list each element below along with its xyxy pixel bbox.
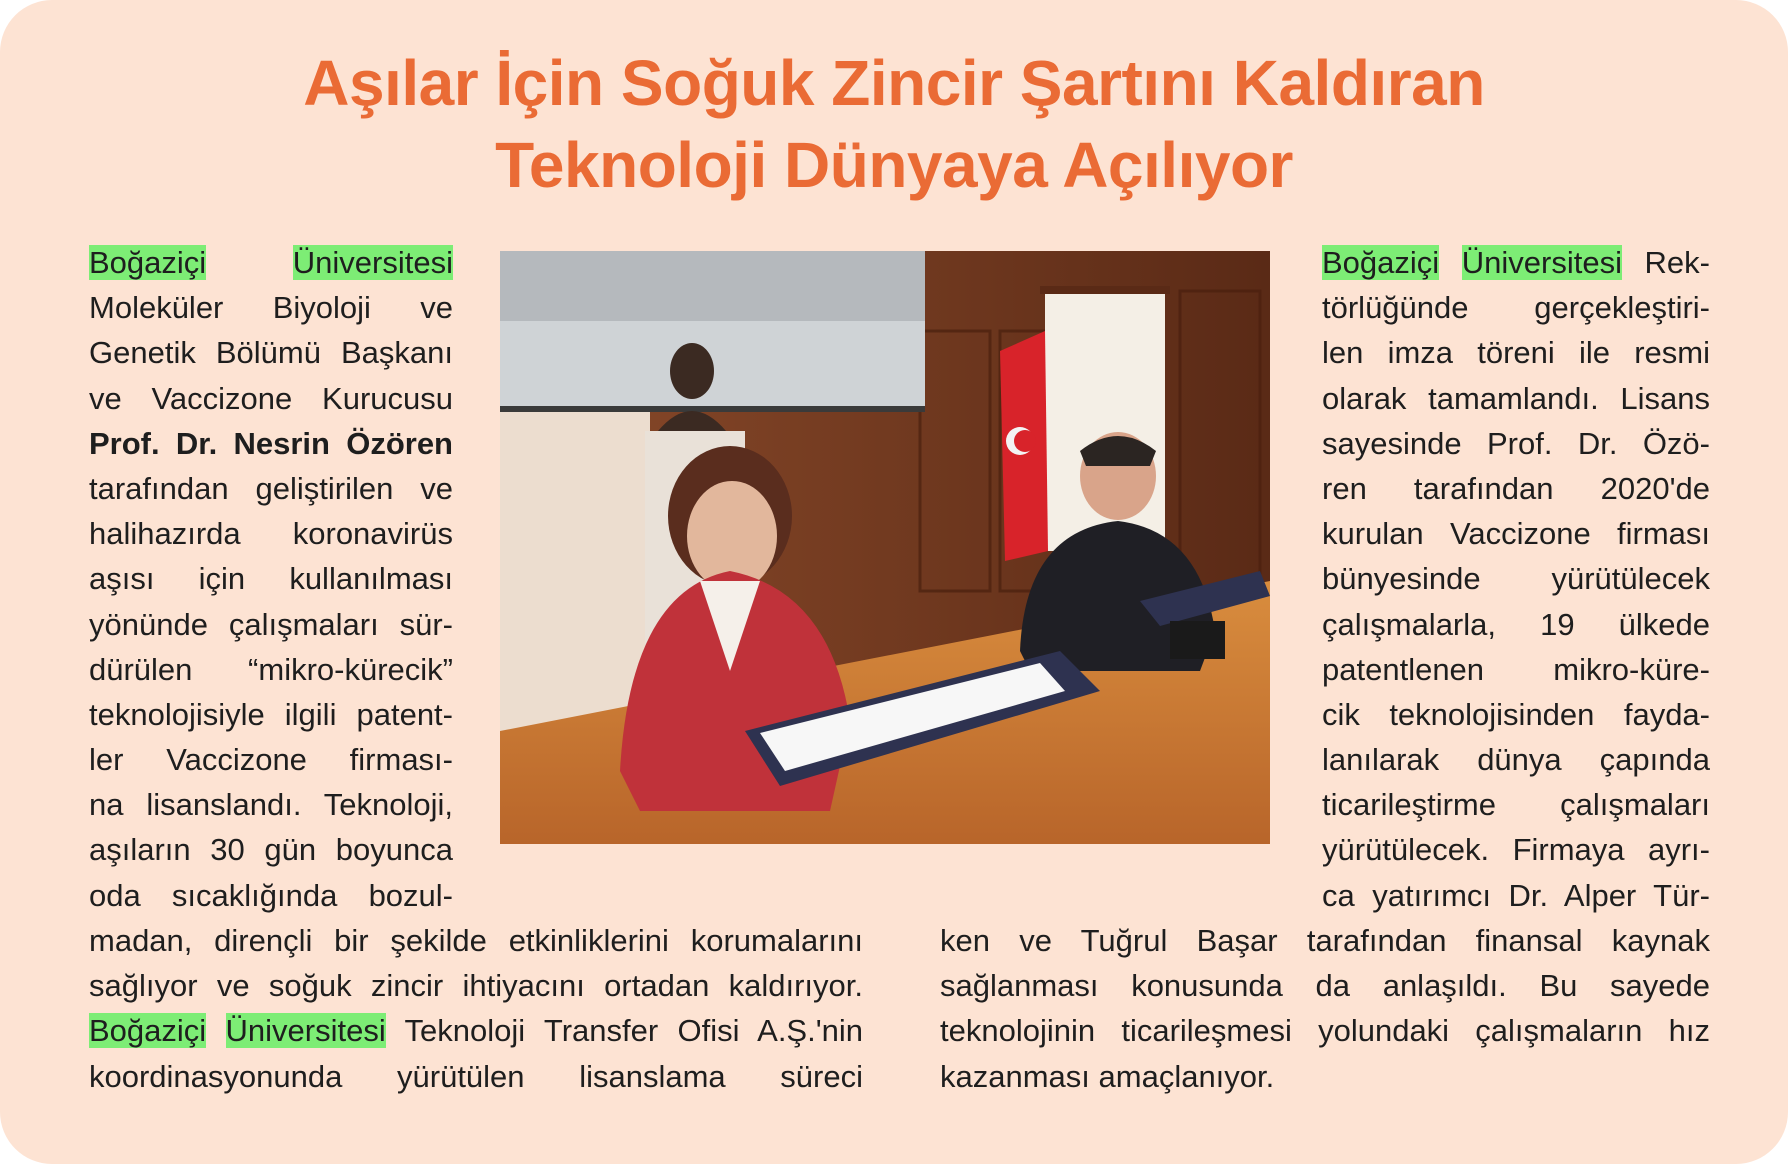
text-line: sağlıyor ve soğuk zincir ihtiyacını ortadan kaldırıyor.: [89, 968, 863, 1004]
text-line: törlüğünde gerçekleştiri-: [1322, 290, 1710, 326]
highlighted-term: Üniversitesi: [292, 245, 453, 280]
text-line: ca yatırımcı Dr. Alper Tür-: [1322, 877, 1710, 913]
text-line: tarafından geliştirilen ve: [89, 470, 453, 506]
text-line: lanılarak dünya çapında: [1322, 742, 1710, 778]
text-line: patentlenen mikro-küre-: [1322, 651, 1710, 687]
text-line: sağlanması konusunda da anlaşıldı. Bu sayede: [940, 968, 1710, 1004]
text-line: ve Vaccizone Kurucusu: [89, 380, 453, 416]
bottom-right-paragraph: [940, 918, 1710, 1099]
headline: [0, 42, 1788, 206]
text-line: na lisanslandı. Teknoloji,: [89, 787, 453, 823]
text-line: kazanması amaçlanıyor.: [940, 1058, 1275, 1094]
text-line: aşısı için kullanılması: [89, 561, 453, 597]
highlighted-term: Boğaziçi: [89, 1013, 207, 1049]
text-line: ren tarafından 2020'de: [1322, 470, 1710, 506]
text-line: kurulan Vaccizone firması: [1322, 516, 1710, 552]
headline-line-2: Teknoloji Dünyaya Açılıyor: [495, 129, 1293, 201]
text-fragment: Teknoloji Transfer Ofisi A.Ş.'nin: [404, 1013, 864, 1049]
text-line: teknolojinin ticarileşmesi yolundaki çalışmaların hız: [940, 1013, 1710, 1049]
text-line: ken ve Tuğrul Başar tarafından finansal kaynak: [940, 923, 1710, 958]
text-line: yönünde çalışmaları sür-: [89, 606, 453, 642]
highlighted-term: Boğaziçi: [1322, 245, 1440, 280]
text-line: [89, 1008, 863, 1053]
text-line: madan, dirençli bir şekilde etkinliklerini korumalarını: [89, 923, 863, 958]
left-column: [89, 240, 453, 918]
text-line: ler Vaccizone firması-: [89, 742, 453, 778]
text-line: len imza töreni ile resmi: [1322, 335, 1710, 371]
text-line: Moleküler Biyoloji ve: [89, 290, 453, 326]
text-line: sayesinde Prof. Dr. Özö-: [1322, 425, 1710, 461]
text-line: bünyesinde yürütülecek: [1322, 561, 1710, 597]
text-line: yürütülecek. Firmaya ayrı-: [1322, 832, 1710, 868]
text-line: çalışmalarla, 19 ülkede: [1322, 606, 1710, 642]
text-line: oda sıcaklığında bozul-: [89, 877, 453, 913]
highlighted-term: Üniversitesi: [1461, 245, 1622, 280]
text-line: [1322, 240, 1710, 285]
photo-illustration: [500, 251, 1270, 844]
text-line: ticarileştirme çalışmaları: [1322, 787, 1710, 823]
text-line: cik teknolojisinden fayda-: [1322, 696, 1710, 732]
highlighted-term: Üniversitesi: [225, 1013, 386, 1049]
headline-line-1: Aşılar İçin Soğuk Zincir Şartını Kaldıran: [303, 47, 1485, 119]
signing-ceremony-photo: [500, 251, 1270, 844]
bottom-left-paragraph: [89, 918, 863, 1099]
text-fragment: Rek-: [1644, 245, 1710, 280]
right-column: [1322, 240, 1710, 918]
highlighted-term: Boğaziçi: [89, 245, 207, 280]
text-line: [89, 240, 453, 285]
text-line: teknolojisiyle ilgili patent-: [89, 696, 453, 732]
text-line: Genetik Bölümü Başkanı: [89, 335, 453, 371]
author-name: Prof. Dr. Nesrin Özören: [89, 425, 453, 461]
text-line: halihazırda koronavirüs: [89, 516, 453, 552]
text-line: olarak tamamlandı. Lisans: [1322, 380, 1710, 416]
text-line: aşıların 30 gün boyunca: [89, 832, 453, 868]
text-line: dürülen “mikro-kürecik”: [89, 651, 453, 687]
text-line: koordinasyonunda yürütülen lisanslama süreci: [89, 1058, 863, 1094]
